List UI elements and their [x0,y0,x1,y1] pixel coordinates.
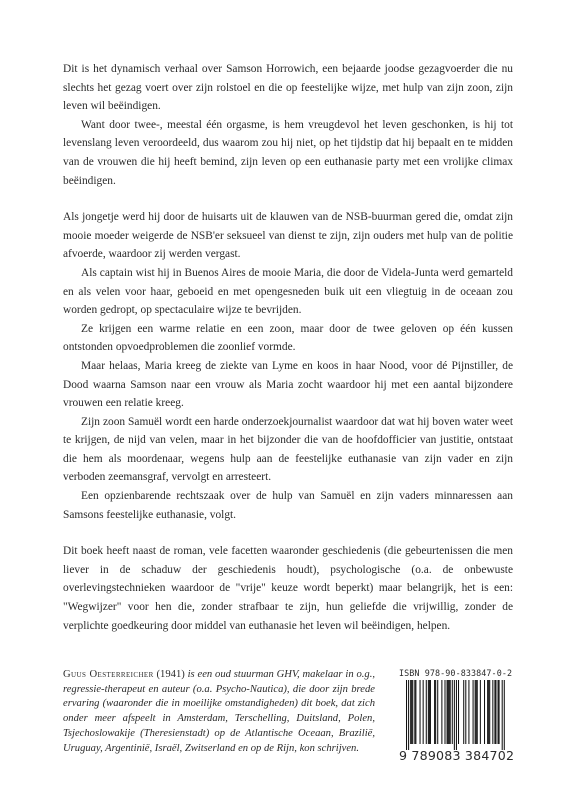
barcode-bar [447,680,448,744]
barcode-bar [408,680,409,750]
paragraph-intro: Dit is het dynamisch verhaal over Samson Horrowich, een bejaarde joodse gezagvoerder die nu slechts het gezag voert over zijn rolstoel en die op feestelijke wijze, met hulp van zijn zoon, zijn leven wil beëindigen. [63,63,513,113]
ean-digits: 9 789083 384702 [399,748,515,763]
barcode-bar [444,680,445,744]
barcode-bar [428,680,429,744]
barcode-bar [476,680,477,744]
barcode-bar [410,680,411,744]
barcode-bar [452,680,453,744]
barcode-bar [498,680,499,744]
paragraph-maria: Maar helaas, Maria kreeg de ziekte van Lyme en koos in haar Nood, voor dé Pijnstiller, de Dood waarna Samson naar een vrouw als Maria zocht waardoor hij met een aantal bijzondere vrouwen een relatie kreeg. [63,359,513,410]
barcode-bar [415,680,416,744]
barcode-bar [429,680,430,744]
paragraph-childhood: Als jongetje werd hij door de huisarts uit de klauwen van de NSB-buurman gered die, omdat zijn mooie moeder weigerde de NSB'er seksueel van dienst te zijn, zijn ouders met hulp van de politie afvoerde, waardoor zij werden vergast. [63,211,513,261]
barcode-bar [434,680,435,744]
barcode-bar [473,680,474,744]
paragraph-summary: Dit boek heeft naast de roman, vele facetten waaronder geschiedenis (die gebeurtenissen die men liever in de schaduw der geschiedenis houdt), psychologische (o.a. de onbewuste overlevingstechnieken waardoor de "vrije" keuze wordt beperkt) maar belangrijk, het is een: "Wegwijzer" voor hen die, zonder strafbaar te zijn, hun geliefde die vrijwillig, zonder de verplichte goedkeuring door middel van euthanasie het leven wil beëindigen, helpen. [63,545,513,632]
isbn-barcode [399,668,515,766]
barcode-bar [448,680,449,744]
blurb [63,60,513,635]
barcode-bar [430,680,431,744]
author-bio-text: is een oud stuurman GHV, makelaar in o.g., regressie-therapeut en auteur (o.a. Psycho-Nautica), die door zijn brede ervaring (waaronder die in moeilijke omstandigheden) dit boek, dat zich onder meer afspeelt in Amsterdam, Terschelling, Duitsland, Polen, Tsjechoslowakije (Theresienstadt) op de Atlantische Oceaan, Brazilië, Uruguay, Argentinië, Israël, Zwitserland en op de Rijn, kon schrijven. [63,669,375,754]
barcode-bar [475,680,476,744]
barcode-bar [484,680,485,744]
barcode-bar [441,680,442,744]
barcode-bar [504,680,505,750]
barcode-icon [399,680,511,750]
barcode-bar [492,680,493,744]
barcode-bar [502,680,503,750]
barcode-bar [468,680,469,744]
barcode-bar [489,680,490,744]
paragraph-relation: Ze krijgen een warme relatie en een zoon, maar door de twee geloven op één kussen ontstonden opvoedproblemen die zoonlief vormde. [63,322,513,354]
author-birth-year: (1941) [156,669,185,680]
barcode-bar [488,680,489,744]
barcode-bar [449,680,450,744]
paragraph-captain: Als captain wist hij in Buenos Aires de mooie Maria, die door de Videla-Junta werd gemarteld en als velen voor haar, geboeid en met opengesneden buik uit een vliegtuig in de oceaan zou worden gedropt, op spectaculaire wijze te bevrijden. [63,266,513,317]
barcode-bar [499,680,500,744]
barcode-bar [463,680,464,744]
barcode-bar [437,680,438,744]
barcode-bar [406,680,407,750]
barcode-bar [487,680,488,744]
barcode-bar [426,680,427,744]
barcode-bar [420,680,421,744]
barcode-bar [411,680,412,744]
paragraph-orgasm: Want door twee-, meestal één orgasme, is hem vreugdevol het leven geschonken, is hij tot levenslang leven veroordeeld, dus waarom zou hij niet, op het tijdstip dat hij bepaalt en te midden van de vrouwen die hij heeft bemind, zijn leven op een euthanasie party met een vrolijke climax beëindigen. [63,118,513,187]
barcode-bar [480,680,481,744]
barcode-bar [414,680,415,744]
barcode-bar [412,680,413,744]
author-bio [63,668,375,756]
barcode-bar [454,680,455,750]
barcode-bar [435,680,436,744]
paragraph-samuel: Zijn zoon Samuël wordt een harde onderzoekjournalist waardoor dat wat hij boven water weet te krijgen, de nijd van velen, maar in het bijzonder die van de hoofdofficier van justitie, ontstaat die hem als moordenaar, wegens hulp aan de feestelijke euthanasie van zijn vader en zijn verboden zeemansgraf, vervolgt en arresteert. [63,415,513,484]
paragraph-trial: Een opzienbarende rechtszaak over de hulp van Samuël en zijn vaders minnaressen aan Samsons feestelijke euthanasie, volgt. [63,490,513,521]
barcode-bar [423,680,424,744]
barcode-bar [458,680,459,744]
barcode-bar [465,680,466,744]
isbn-label: ISBN 978-90-833847-0-2 [399,668,513,678]
barcode-bar [494,680,495,744]
author-name: Guus Oesterreicher [63,669,154,680]
barcode-bar [456,680,457,750]
barcode-bar [477,680,478,744]
barcode-bar [450,680,451,744]
barcode-bar [495,680,496,744]
